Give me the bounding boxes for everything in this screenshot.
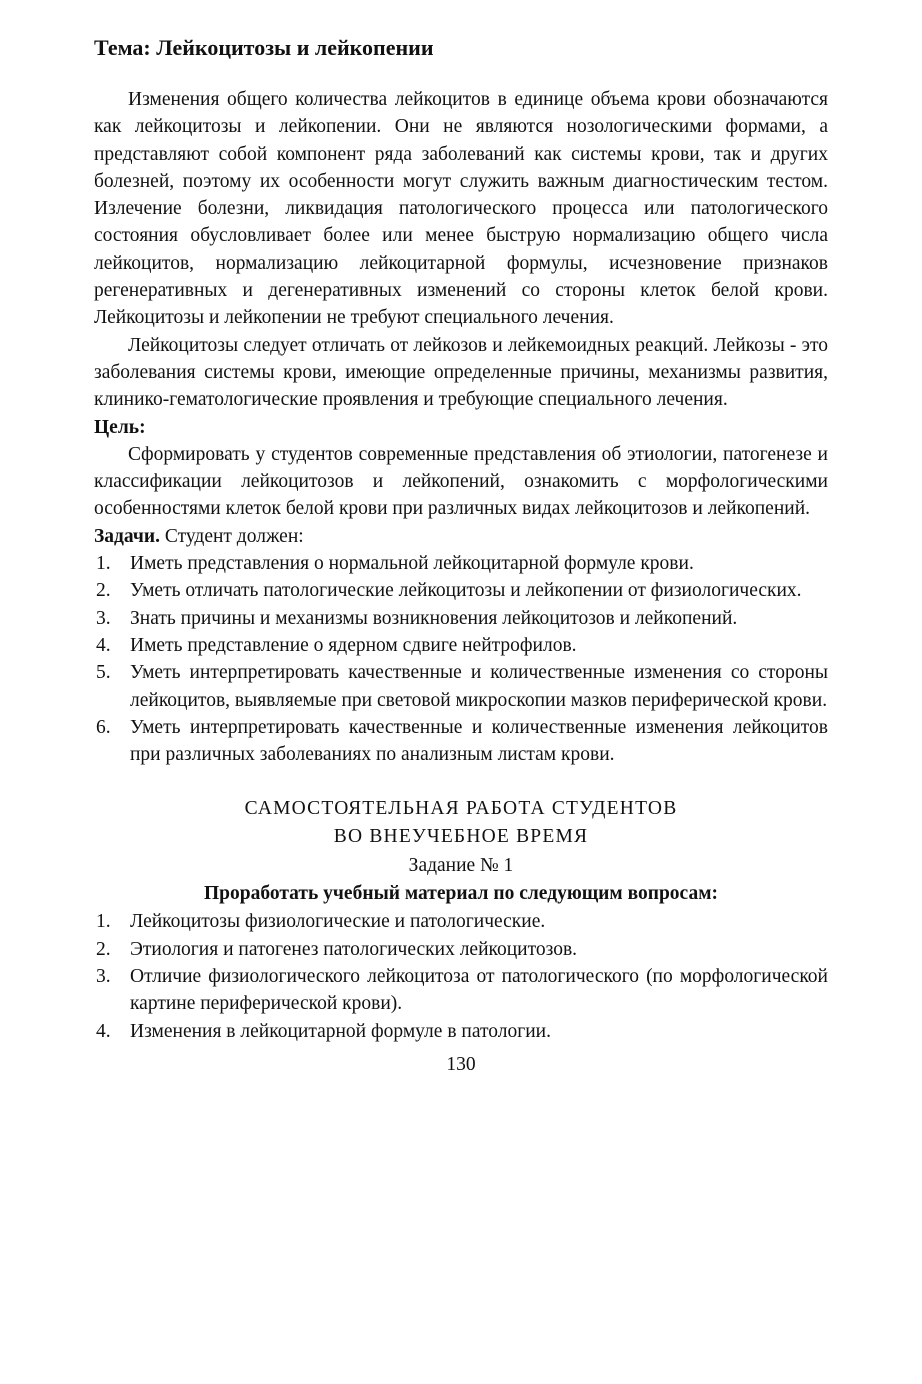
list-item-text: Уметь интерпретировать качественные и количественные изменения со стороны лейкоцитов, выявляемые при световой микроскопии мазков периферической крови.: [130, 662, 828, 711]
list-item-text: Знать причины и механизмы возникновения лейкоцитозов и лейкопений.: [130, 607, 738, 629]
list-item: [94, 963, 828, 1018]
goal-label: Цель:: [94, 416, 146, 438]
list-item: [94, 936, 828, 963]
questions-list: [94, 908, 828, 1044]
intro-paragraph-2: Лейкоцитозы следует отличать от лейкозов и лейкемоидных реакций. Лейкозы - это заболевания системы крови, имеющие определенные причины, механизмы развития, клинико-гематологические проявления и требующие специального лечения.: [94, 334, 828, 411]
tasks-header: [94, 523, 828, 550]
list-item-text: Этиология и патогенез патологических лейкоцитозов.: [130, 938, 578, 960]
list-item-number: 1.: [96, 911, 111, 933]
list-item: [94, 659, 828, 714]
list-item-number: 2.: [96, 580, 111, 602]
section-heading-line-2: ВО ВНЕУЧЕБНОЕ ВРЕМЯ: [333, 826, 589, 848]
tasks-list: [94, 550, 828, 768]
list-item-number: 4.: [96, 1020, 111, 1042]
page-number: 130: [446, 1053, 476, 1075]
list-item-text: Отличие физиологического лейкоцитоза от патологического (по морфологической картине периферической крови).: [130, 966, 828, 1015]
list-item-text: Уметь отличать патологические лейкоцитозы и лейкопении от физиологических.: [130, 580, 802, 602]
tasks-label: Задачи.: [94, 525, 160, 547]
list-item-text: Иметь представление о ядерном сдвиге нейтрофилов.: [130, 634, 577, 656]
list-item-text: Лейкоцитозы физиологические и патологические.: [130, 911, 546, 933]
task-instruction: Проработать учебный материал по следующим вопросам:: [204, 883, 718, 905]
list-item-number: 6.: [96, 716, 111, 738]
list-item: [94, 908, 828, 935]
list-item-text: Изменения в лейкоцитарной формуле в патологии.: [130, 1020, 551, 1042]
list-item-number: 1.: [96, 553, 111, 575]
page-title: Тема: Лейкоцитозы и лейкопении: [94, 35, 434, 60]
section-heading-line-1: САМОСТОЯТЕЛЬНАЯ РАБОТА СТУДЕНТОВ: [244, 798, 678, 820]
document-page: [94, 34, 828, 1079]
intro-paragraph-1: Изменения общего количества лейкоцитов в единице объема крови обозначаются как лейкоцитозы и лейкопении. Они не являются нозологическими формами, а представляют собой компонент ряда заболеваний как системы крови, так и других болезней, поэтому их особенности могут служить важным диагностическим тестом. Излечение болезни, ликвидация патологического процесса или патологического состояния обусловливает более или менее быструю нормализацию общего числа лейкоцитов, нормализацию лейкоцитарной формулы, исчезновение признаков регенеративных и дегенеративных изменений со стороны клеток белой крови. Лейкоцитозы и лейкопении не требуют специального лечения.: [94, 89, 828, 329]
tasks-lead: Студент должен:: [159, 525, 304, 547]
list-item-number: 4.: [96, 634, 111, 656]
task-number: Задание № 1: [408, 855, 514, 877]
list-item: [94, 632, 828, 659]
list-item-text: Уметь интерпретировать качественные и количественные изменения лейкоцитов при различных заболеваниях по анализным листам крови.: [130, 716, 828, 766]
list-item: [94, 605, 828, 632]
list-item: [94, 550, 828, 577]
list-item-number: 3.: [96, 607, 111, 629]
list-item-number: 2.: [96, 938, 111, 960]
list-item-text: Иметь представления о нормальной лейкоцитарной формуле крови.: [130, 553, 694, 575]
self-study-section: [94, 795, 828, 1044]
goal-text: Сформировать у студентов современные представления об этиологии, патогенезе и классификации лейкоцитозов и лейкопений, ознакомить с морфологическими особенностями клеток белой крови при различных видах лейкоцитозов и лейкопений.: [94, 443, 828, 520]
list-item: [94, 577, 828, 604]
list-item: [94, 1018, 828, 1045]
list-item-number: 3.: [96, 966, 111, 988]
list-item: [94, 714, 828, 769]
list-item-number: 5.: [96, 662, 111, 684]
